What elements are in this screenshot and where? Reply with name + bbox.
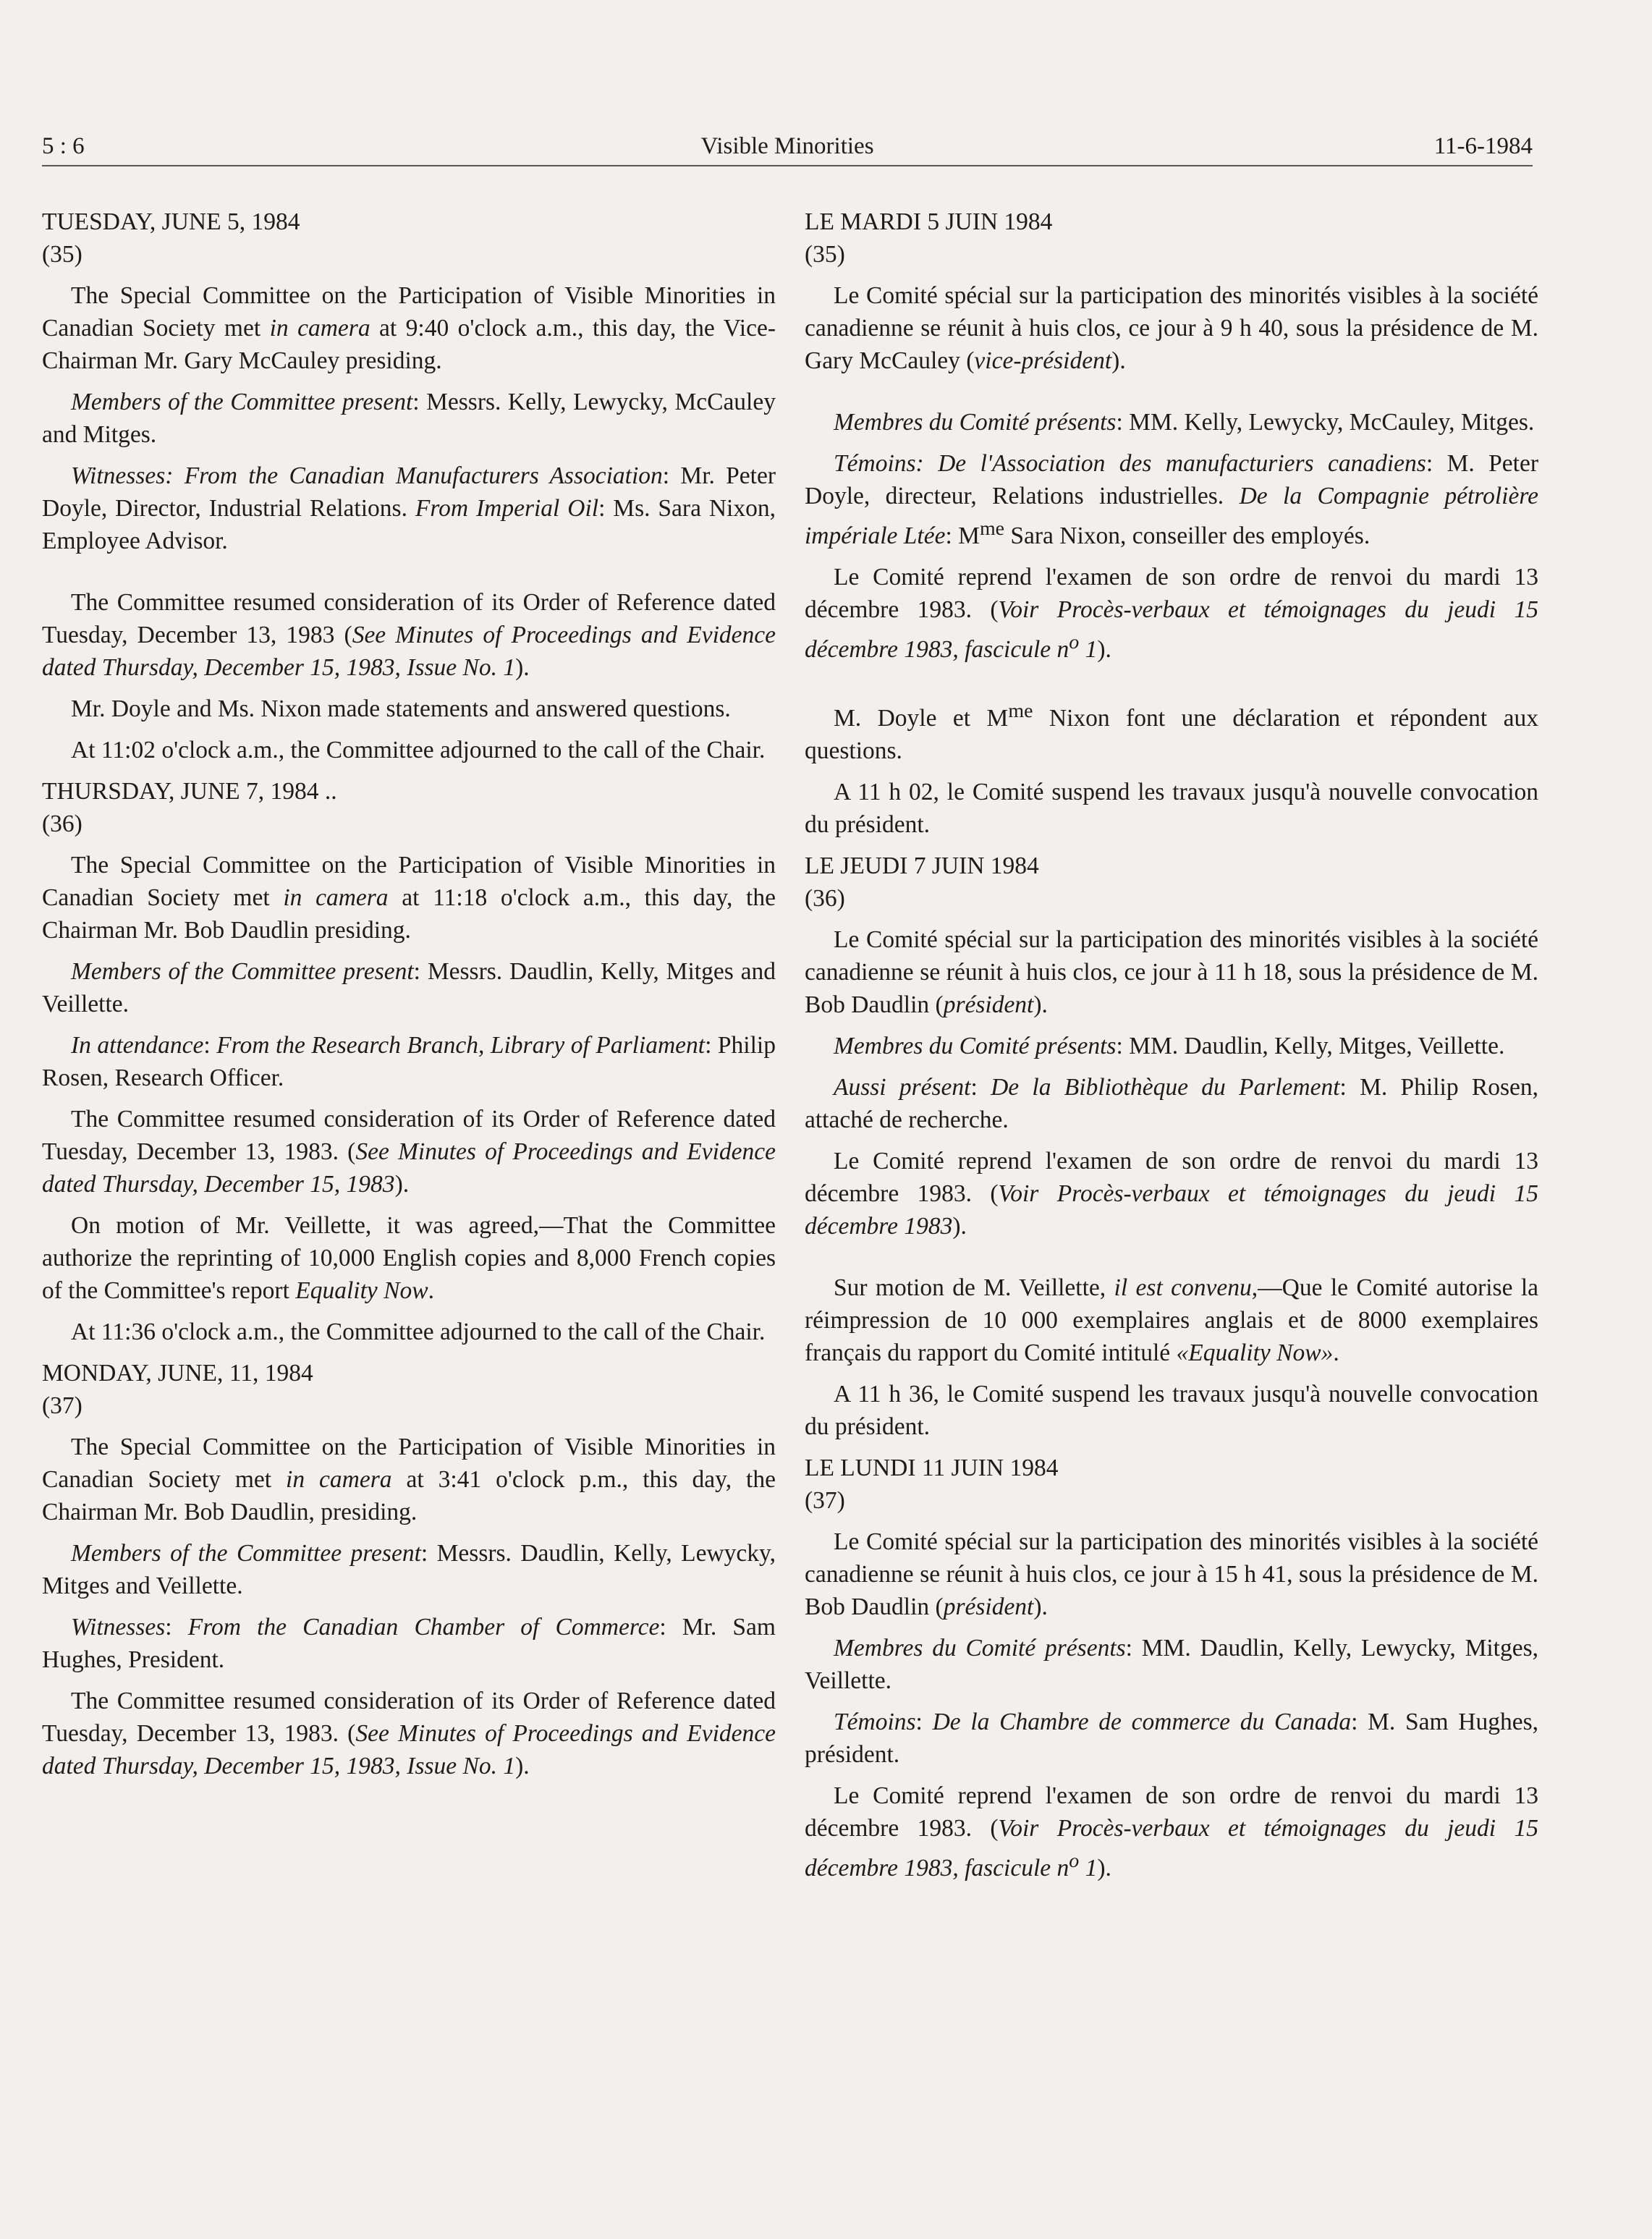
italic-run: président	[943, 991, 1034, 1019]
running-title: Visible Minorities	[700, 133, 874, 159]
text-run: :	[165, 1614, 188, 1641]
meeting-number: (36)	[805, 885, 845, 913]
meeting-number: (35)	[805, 241, 845, 268]
italic-run: Equality Now	[295, 1277, 428, 1304]
text-run: Le Comité spécial sur la participation des minorités visibles à la société canadienne se réunit à huis clos, ce jour à 9 h 40, sous la présidence de M. Gary McCauley (	[805, 282, 1538, 374]
section-heading: LE LUNDI 11 JUIN 1984	[805, 1455, 1059, 1482]
members-present	[805, 1632, 1538, 1697]
text-run: Sur motion de M. Veillette,	[834, 1274, 1114, 1302]
italic-run: De la Compagnie pétrolière impériale Ltée	[805, 483, 1538, 550]
opening-paragraph	[42, 279, 776, 377]
italic-run: Members of the Committee present	[71, 958, 414, 985]
statements-paragraph: Mr. Doyle and Ms. Nixon made statements and answered questions.	[71, 695, 731, 722]
text-run: at 9:40 o'clock a.m., this day, the Vice-Chairman Mr. Gary McCauley presiding.	[42, 315, 776, 374]
italic-run: From the Research Branch, Library of Parliament	[216, 1032, 706, 1059]
page-number: 5 : 6	[42, 133, 85, 159]
opening-paragraph	[805, 1525, 1538, 1623]
text-run: ).	[1097, 1855, 1111, 1882]
italic-run: See Minutes of Proceedings and Evidence dated Thursday, December 15, 1983, Issue No. 1	[42, 622, 776, 681]
text-run: : Mr. Peter Doyle, Director, Industrial Relations.	[42, 462, 776, 522]
text-run: Le Comité reprend l'examen de son ordre de renvoi du mardi 13 décembre 1983. (	[805, 1782, 1538, 1842]
italic-run: «Equality Now»	[1176, 1339, 1334, 1367]
italic-run: Voir Procès-verbaux et témoignages du jeudi 15 décembre 1983, fascicule n	[805, 596, 1538, 664]
text-run: ).	[1033, 991, 1048, 1019]
text-run: The Committee resumed consideration of its Order of Reference dated Tuesday, December 13, 1983 (	[42, 589, 776, 648]
italic-run: Aussi présent	[834, 1074, 971, 1101]
text-run: The Committee resumed consideration of its Order of Reference dated Tuesday, December 13, 1983. (	[42, 1106, 776, 1165]
text-run: at 11:18 o'clock a.m., this day, the Chairman Mr. Bob Daudlin presiding.	[42, 884, 776, 944]
french-column	[805, 201, 1538, 1894]
italic-run: président	[943, 1593, 1034, 1621]
members-present	[42, 1537, 776, 1602]
italic-run: Membres du Comité présents	[834, 1033, 1117, 1060]
opening-paragraph	[805, 923, 1538, 1021]
superscript: o	[1069, 1850, 1080, 1873]
italic-run: il est convenu	[1114, 1274, 1252, 1302]
superscript: me	[1008, 700, 1033, 723]
italic-run: Voir Procès-verbaux et témoignages du jeudi 15 décembre 1983, fascicule n	[805, 1815, 1538, 1882]
text-run: : M	[945, 522, 980, 550]
opening-paragraph	[42, 1431, 776, 1528]
in-attendance	[805, 1071, 1538, 1136]
text-run: ).	[515, 654, 530, 681]
english-column	[42, 201, 776, 1791]
italic-run: In attendance	[71, 1032, 204, 1059]
meeting-number: (37)	[805, 1487, 845, 1515]
italic-run: See Minutes of Proceedings and Evidence dated Thursday, December 15, 1983	[42, 1138, 776, 1198]
italic-run: De la Bibliothèque du Parlement	[991, 1074, 1340, 1101]
italic-run: Witnesses: From the Canadian Manufacturers Association	[71, 462, 663, 489]
page-header	[42, 127, 1533, 166]
text-run: :	[915, 1709, 933, 1736]
text-run: Nixon font une déclaration et répondent aux questions.	[805, 705, 1538, 765]
text-run: at 3:41 o'clock p.m., this day, the Chairman Mr. Bob Daudlin, presiding.	[42, 1466, 776, 1525]
order-of-reference	[805, 1779, 1538, 1884]
order-of-reference	[805, 561, 1538, 666]
text-run: On motion of Mr. Veillette, it was agreed,—That the Committee authorize the reprinting of 10,000 English copies and 8,000 French copies of the Committee's report	[42, 1212, 776, 1304]
text-run: : MM. Daudlin, Kelly, Lewycky, Mitges, Veillette.	[805, 1635, 1538, 1695]
adjournment: A 11 h 36, le Comité suspend les travaux jusqu'à nouvelle convocation du président.	[805, 1381, 1538, 1441]
italic-run: From the Canadian Chamber of Commerce	[187, 1614, 660, 1641]
members-present	[805, 406, 1538, 439]
text-run: : Messrs. Daudlin, Kelly, Lewycky, Mitges and Veillette.	[42, 1540, 776, 1599]
text-run: ).	[1111, 347, 1126, 374]
text-run: Le Comité reprend l'examen de son ordre de renvoi du mardi 13 décembre 1983. (	[805, 564, 1538, 624]
text-run: Le Comité spécial sur la participation des minorités visibles à la société canadienne se réunit à huis clos, ce jour à 11 h 18, sous la présidence de M. Bob Daudlin (	[805, 926, 1538, 1019]
members-present	[805, 1030, 1538, 1062]
statements-paragraph	[805, 695, 1538, 767]
italic-run: Voir Procès-verbaux et témoignages du jeudi 15 décembre 1983	[805, 1180, 1538, 1240]
text-run: : Mr. Sam Hughes, President.	[42, 1614, 776, 1673]
italic-run: 1	[1079, 1855, 1098, 1882]
text-run: ,—Que le Comité autorise la réimpression de 10 000 exemplaires anglais et de 8000 exemplaires français du rapport du Comité intitulé	[805, 1274, 1538, 1367]
text-run: : M. Peter Doyle, directeur, Relations industrielles.	[805, 450, 1538, 509]
italic-run: Witnesses	[71, 1614, 166, 1641]
italic-run: Membres du Comité présents	[834, 409, 1117, 436]
text-run: The Special Committee on the Participation of Visible Minorities in Canadian Society met	[42, 282, 776, 342]
italic-run: Membres du Comité présents	[834, 1635, 1126, 1662]
text-run: The Committee resumed consideration of its Order of Reference dated Tuesday, December 13, 1983. (	[42, 1688, 776, 1747]
heading-text: THURSDAY, JUNE 7, 1984	[42, 778, 319, 805]
text-run: : Messrs. Daudlin, Kelly, Mitges and Veillette.	[42, 958, 776, 1017]
section-heading: TUESDAY, JUNE 5, 1984	[42, 208, 300, 235]
witnesses	[42, 460, 776, 557]
meeting-number: (36)	[42, 810, 82, 837]
italic-run: Témoins: De l'Association des manufacturiers canadiens	[834, 450, 1426, 477]
opening-paragraph	[42, 849, 776, 947]
meeting-number: (35)	[42, 241, 82, 268]
adjournment: At 11:02 o'clock a.m., the Committee adjourned to the call of the Chair.	[71, 737, 766, 763]
text-run: ).	[952, 1213, 967, 1240]
members-present	[42, 955, 776, 1020]
text-run: :	[203, 1032, 217, 1059]
witnesses	[805, 1706, 1538, 1771]
text-run: Le Comité reprend l'examen de son ordre de renvoi du mardi 13 décembre 1983. (	[805, 1148, 1538, 1208]
text-run: ).	[515, 1753, 530, 1779]
italic-run: Members of the Committee present	[71, 1540, 421, 1567]
order-of-reference	[805, 1145, 1538, 1243]
text-run: .	[428, 1277, 434, 1304]
opening-paragraph	[805, 279, 1538, 377]
text-run: : MM. Daudlin, Kelly, Mitges, Veillette.	[1116, 1033, 1505, 1060]
order-of-reference	[42, 586, 776, 684]
superscript: o	[1069, 631, 1080, 654]
italic-run: vice-président	[974, 347, 1112, 374]
text-run: The Special Committee on the Participation of Visible Minorities in Canadian Society met	[42, 1434, 776, 1493]
motion-paragraph	[42, 1209, 776, 1307]
text-run: M. Doyle et M	[834, 705, 1009, 732]
italic-run: Témoins	[834, 1709, 916, 1736]
adjournment: A 11 h 02, le Comité suspend les travaux jusqu'à nouvelle convocation du président.	[805, 779, 1538, 839]
text-run: : M. Philip Rosen, attaché de recherche.	[805, 1074, 1538, 1134]
meeting-number: (37)	[42, 1392, 82, 1419]
order-of-reference	[42, 1685, 776, 1782]
italic-run: in camera	[283, 884, 389, 911]
section-heading	[42, 775, 776, 808]
italic-run: De la Chambre de commerce du Canada	[932, 1709, 1352, 1736]
text-run: The Special Committee on the Participation of Visible Minorities in Canadian Society met	[42, 852, 776, 911]
text-run: .	[1333, 1339, 1339, 1367]
text-run: Le Comité spécial sur la participation des minorités visibles à la société canadienne se réunit à huis clos, ce jour à 15 h 41, sous la présidence de M. Bob Daudlin (	[805, 1528, 1538, 1621]
heading-mark: ..	[324, 778, 337, 805]
text-run: ).	[1033, 1593, 1048, 1621]
text-run: : Ms. Sara Nixon, Employee Advisor.	[42, 495, 776, 554]
italic-run: See Minutes of Proceedings and Evidence dated Thursday, December 15, 1983, Issue No. 1	[42, 1720, 776, 1779]
witnesses	[805, 447, 1538, 552]
section-heading: MONDAY, JUNE, 11, 1984	[42, 1360, 313, 1387]
text-run: :	[970, 1074, 991, 1101]
text-run: ).	[1097, 636, 1111, 664]
text-run: : Messrs. Kelly, Lewycky, McCauley and Mitges.	[42, 389, 776, 448]
section-heading: LE JEUDI 7 JUIN 1984	[805, 852, 1039, 880]
italic-run: in camera	[269, 315, 370, 342]
text-run: : Philip Rosen, Research Officer.	[42, 1032, 776, 1091]
italic-run: From Imperial Oil	[415, 495, 599, 522]
section-heading: LE MARDI 5 JUIN 1984	[805, 208, 1053, 235]
motion-paragraph	[805, 1271, 1538, 1369]
text-run: Sara Nixon, conseiller des employés.	[1004, 522, 1371, 550]
members-present	[42, 386, 776, 451]
italic-run: in camera	[286, 1466, 392, 1493]
in-attendance	[42, 1029, 776, 1094]
adjournment: At 11:36 o'clock a.m., the Committee adjourned to the call of the Chair.	[71, 1319, 766, 1345]
italic-run: 1	[1079, 636, 1098, 664]
text-run: : M. Sam Hughes, président.	[805, 1709, 1539, 1769]
superscript: me	[979, 517, 1005, 540]
text-run: ).	[394, 1171, 410, 1198]
header-date: 11-6-1984	[1433, 133, 1533, 159]
text-run: : MM. Kelly, Lewycky, McCauley, Mitges.	[1116, 409, 1535, 436]
italic-run: Members of the Committee present	[71, 389, 413, 415]
witnesses	[42, 1611, 776, 1676]
order-of-reference	[42, 1103, 776, 1201]
